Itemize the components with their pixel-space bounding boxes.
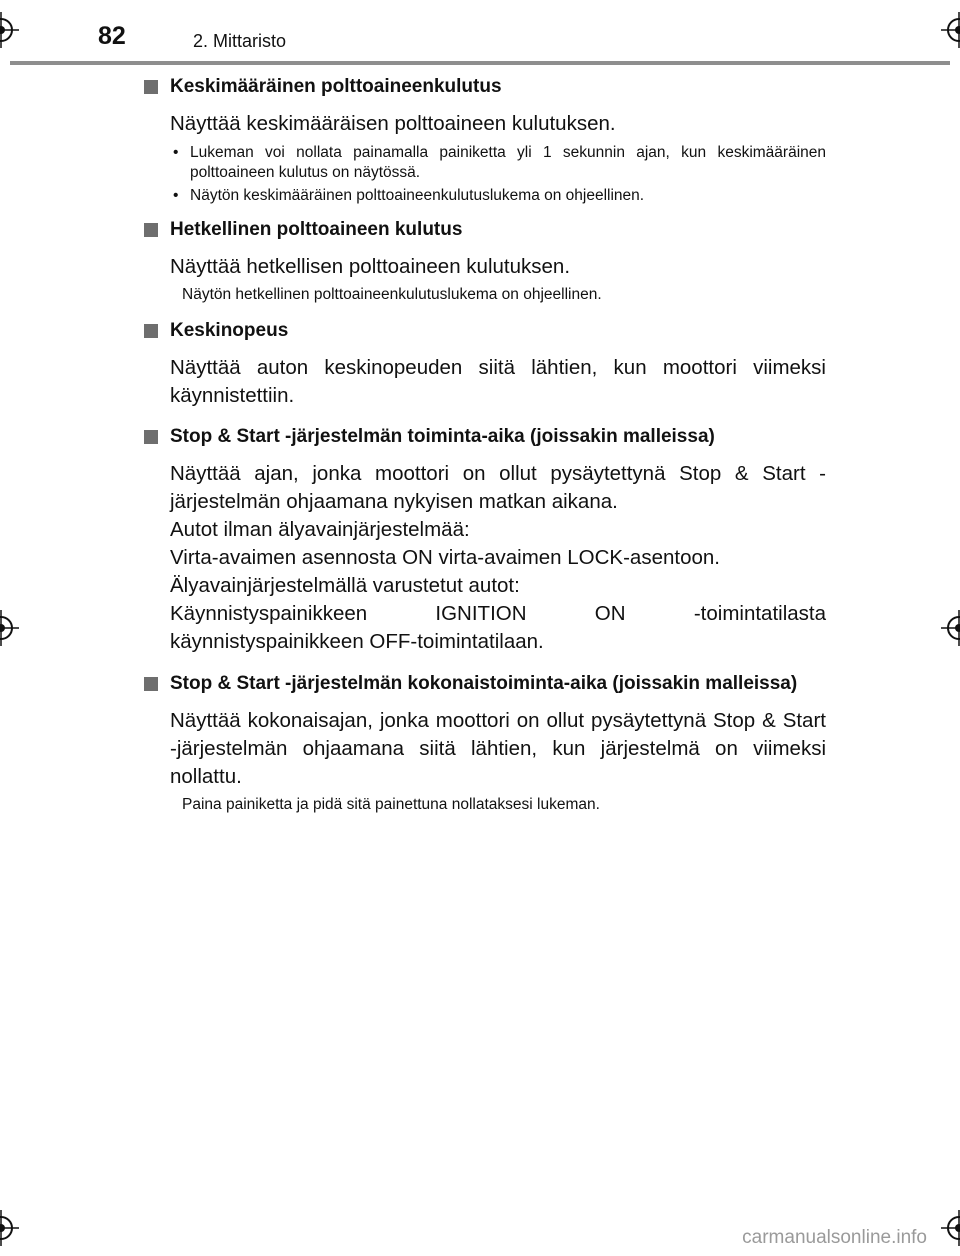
square-bullet-icon <box>144 430 158 444</box>
bullet-dot-icon: • <box>173 187 179 204</box>
section-heading <box>144 72 826 102</box>
registration-mark-icon <box>941 12 960 48</box>
section-body: Näyttää kokonaisajan, jonka moottori on ollut pysäytettynä Stop & Start -järjestelmän ohjaamana siitä lähtien, kun järjestelmä on viimeksi nollattu. <box>170 709 826 788</box>
section-stop-start-total-time <box>144 669 826 815</box>
footer-watermark: carmanualsonline.info <box>742 1227 927 1248</box>
section-average-speed <box>144 316 826 410</box>
registration-mark-icon <box>0 12 19 48</box>
list-item-text: Näytön keskimääräinen polttoaineenkulutuslukema on ohjeellinen. <box>190 187 645 204</box>
page-number: 82 <box>98 22 126 50</box>
list-item <box>170 186 826 206</box>
square-bullet-icon <box>144 324 158 338</box>
section-heading <box>144 215 826 245</box>
section-heading-text: Stop & Start -järjestelmän kokonaistoiminta-aika (joissakin malleissa) <box>170 673 798 694</box>
section-heading-text: Keskimääräinen polttoaineenkulutus <box>170 76 502 97</box>
section-heading-text: Hetkellinen polttoaineen kulutus <box>170 219 463 240</box>
square-bullet-icon <box>144 80 158 94</box>
page-content <box>144 72 826 815</box>
registration-mark-icon <box>941 610 960 646</box>
section-heading <box>144 422 826 452</box>
registration-mark-icon <box>941 1210 960 1246</box>
section-body: Käynnistyspainikkeen IGNITION ON -toimintatilasta käynnistyspainikkeen OFF-toimintatilaan. <box>170 602 826 653</box>
chapter-title: 2. Mittaristo <box>193 31 287 51</box>
section-body: Näyttää auton keskinopeuden siitä lähtien, kun moottori viimeksi käynnistettiin. <box>170 356 826 407</box>
bullet-list <box>144 143 826 206</box>
section-body: Näyttää hetkellisen polttoaineen kulutuksen. <box>170 255 571 278</box>
section-note: Paina painiketta ja pidä sitä painettuna nollataksesi lukeman. <box>182 796 600 813</box>
list-item <box>170 143 826 183</box>
section-heading-text: Keskinopeus <box>170 320 289 341</box>
section-average-fuel-consumption <box>144 72 826 206</box>
section-note: Näytön hetkellinen polttoaineenkulutuslukema on ohjeellinen. <box>182 286 602 303</box>
section-body: Näyttää ajan, jonka moottori on ollut pysäytettynä Stop & Start -järjestelmän ohjaamana nykyisen matkan aikana. <box>170 462 826 513</box>
section-line: Virta-avaimen asennosta ON virta-avaimen LOCK-asentoon. <box>170 546 720 569</box>
registration-mark-icon <box>0 1210 19 1246</box>
square-bullet-icon <box>144 223 158 237</box>
section-stop-start-operating-time <box>144 422 826 656</box>
section-line: Autot ilman älyavainjärjestelmää: <box>170 518 470 541</box>
section-instant-fuel-consumption <box>144 215 826 305</box>
section-body: Näyttää keskimääräisen polttoaineen kulutuksen. <box>170 112 616 135</box>
section-heading <box>144 669 826 699</box>
section-line: Älyavainjärjestelmällä varustetut autot: <box>170 574 520 597</box>
square-bullet-icon <box>144 677 158 691</box>
section-heading-text: Stop & Start -järjestelmän toiminta-aika (joissakin malleissa) <box>170 426 715 447</box>
registration-mark-icon <box>0 610 19 646</box>
bullet-dot-icon: • <box>173 144 179 161</box>
header-rule <box>10 61 950 65</box>
section-heading <box>144 316 826 346</box>
list-item-text: Lukeman voi nollata painamalla painiketta yli 1 sekunnin ajan, kun keskimääräinen polttoaineen kulutus on näytössä. <box>190 144 826 181</box>
